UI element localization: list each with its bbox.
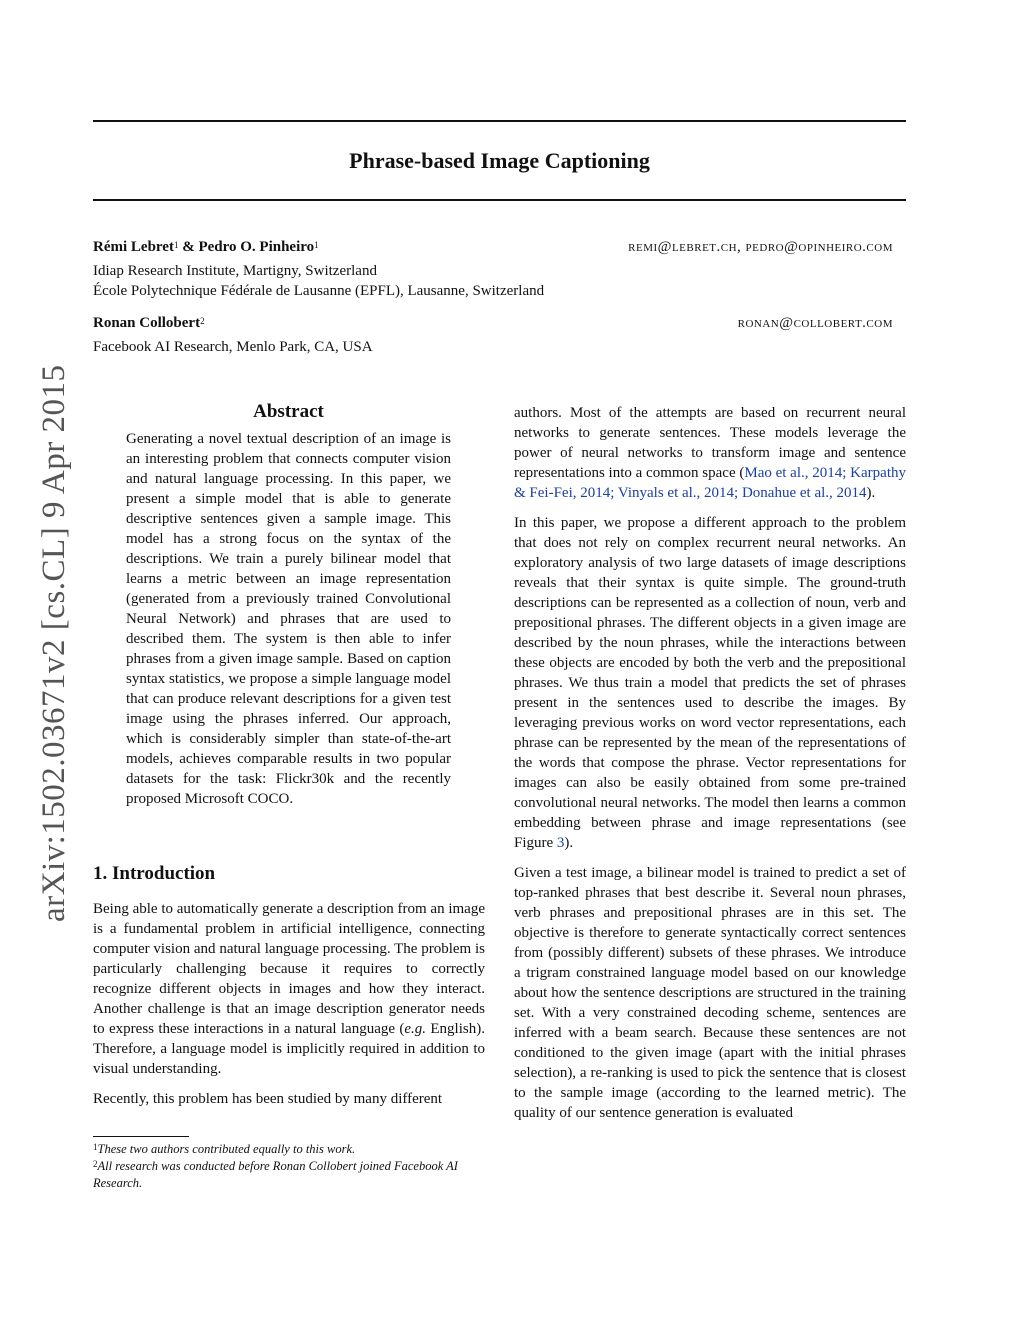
author-name: Rémi Lebret [93, 239, 174, 255]
intro-paragraph: Given a test image, a bilinear model is trained to predict a set of top-ranked phrases that best describe it. Several noun phrases, verb phrases and prepositional phrases are in this set. The objective is therefore to generate syntactically correct sentences from (possibly different) subsets of these phrases. We introduce a trigram constrained language model based on our knowledge about how the sentence descriptions are structured in the training set. With a very constrained decoding scheme, sentences are inferred with a beam search. Because these sentences are not conditioned to the given image (apart with the initial phrases selection), a re-ranking is used to pick the sentence that is closest to the sample image (according to the learned metric). The quality of our sentence generation is evaluated [514, 865, 906, 1121]
author-mark: 2 [200, 316, 205, 326]
author-emails: remi@lebret.ch, pedro@opinheiro.com [628, 239, 893, 255]
author-name: Ronan Collobert [93, 315, 201, 331]
footnote [93, 1158, 491, 1192]
right-column [514, 403, 906, 1133]
author-line-2 [93, 313, 906, 333]
author-mark: 1 [173, 240, 179, 250]
intro-paragraph [514, 513, 906, 853]
abstract-heading: Abstract [253, 401, 324, 422]
intro-p1-text: Being able to automatically generate a description from an image is a fundamental problem in artificial intelligence, connecting computer vision and natural language processing. The problem is particularly challenging because it requires to correctly recognize different objects in images and how they interact. Another challenge is that an image description generator needs to express these interactions in a natural language ( [93, 901, 485, 1037]
right-p2-text: In this paper, we propose a different approach to the problem that does not rely on complex recurrent neural networks. An exploratory analysis of two large datasets of image descriptions reveals that their syntax is quite simple. The ground-truth descriptions can be represented as a collection of noun, verb and prepositional phrases. The different objects in a given image are described by the noun phrases, while the interactions between these objects are encoded by both the verb and the prepositional phrases. We thus train a model that predicts the set of phrases present in the sentences used to describe the images. By leveraging previous works on word vector representations, each phrase can be represented by the mean of the representations of the words that compose the phrase. Vector representations for images can also be easily obtained from some pre-trained convolutional neural networks. The model then learns a common embedding between phrase and image representations (see Figure [514, 515, 906, 851]
author-mark: 1 [314, 240, 319, 250]
author-joiner: & [178, 239, 199, 255]
author-name: Pedro O. Pinheiro [198, 239, 315, 255]
footnote-text: These two authors contributed equally to this work. [97, 1142, 356, 1156]
right-p1-text: authors. Most of the attempts are based on recurrent neural networks to generate sentences. These models leverage the power of neural networks to transform image and sentence representations into a common space ( [514, 405, 906, 481]
section-heading-introduction: 1. Introduction [93, 863, 216, 884]
arxiv-stamp: arXiv:1502.03671v2 [cs.CL] 9 Apr 2015 [36, 364, 72, 922]
abstract-text: Generating a novel textual description of an image is an interesting problem that connects computer vision and natural language processing. In this paper, we present a simple model that is able to generate descriptive sentences given a sample image. This model has a strong focus on the syntax of the descriptions. We train a purely bilinear model that learns a metric between an image representation (generated from a previously trained Convolutional Neural Network) and phrases that are used to described them. The system is then able to infer phrases from a given image sample. Based on caption syntax statistics, we propose a simple language model that can produce relevant descriptions for a given test image using the phrases inferred. Our approach, which is considerably simpler than state-of-the-art models, achieves comparable results in two popular datasets for the task: Flickr30k and the recently proposed Microsoft COCO. [126, 431, 451, 807]
intro-paragraph [93, 899, 485, 1079]
left-column [93, 899, 485, 1119]
affiliation: École Polytechnique Fédérale de Lausanne (EPFL), Lausanne, Switzerland [93, 283, 545, 299]
paper-title: Phrase-based Image Captioning [349, 148, 650, 173]
author-line-1 [93, 237, 906, 257]
citation-link[interactable]: Mao et al., 2014; Karpathy & Fei-Fei, 2014; Vinyals et al., 2014; Donahue et al., 2014 [514, 465, 906, 501]
intro-paragraph [514, 403, 906, 503]
footnote-text: All research was conducted before Ronan Collobert joined Facebook AI Research. [93, 1159, 458, 1190]
footnote-mark: 1 [93, 1142, 98, 1152]
intro-p1-end: English). Therefore, a language model is implicitly required in addition to visual understanding. [93, 1021, 485, 1077]
title-bottom-rule [93, 199, 906, 201]
footnote-mark: 2 [93, 1159, 98, 1169]
intro-p1-eg: e.g. [404, 1021, 427, 1037]
right-p1-end: ). [866, 485, 876, 501]
intro-paragraph: Recently, this problem has been studied by many different [93, 1091, 443, 1107]
footnote [93, 1141, 491, 1158]
right-p2-end: ). [564, 835, 574, 851]
affiliation: Facebook AI Research, Menlo Park, CA, USA [93, 339, 373, 355]
author-email: ronan@collobert.com [737, 315, 893, 331]
footnote-rule [93, 1136, 189, 1137]
affiliation: Idiap Research Institute, Martigny, Switzerland [93, 263, 377, 279]
figure-reference-link[interactable]: 3 [556, 835, 565, 851]
top-rule [93, 120, 906, 122]
